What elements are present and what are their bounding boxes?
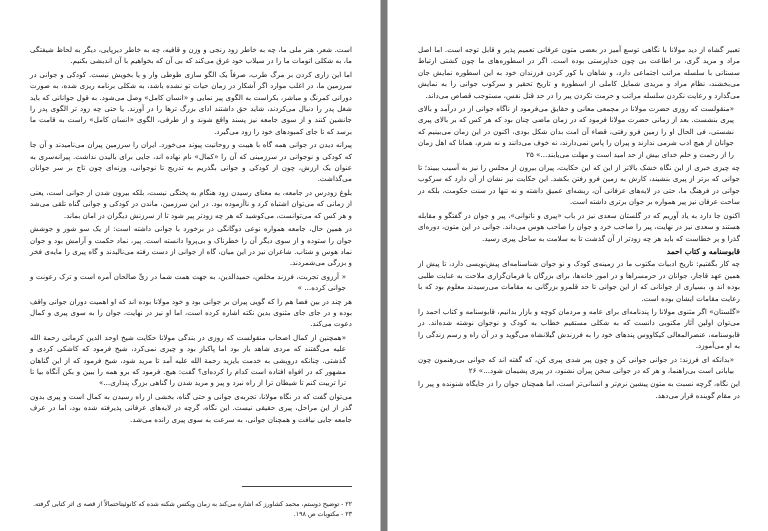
footnote-separator bbox=[242, 486, 352, 487]
paragraph: است. شعر، هنر ملی ما، چه به خاطر زود رنجی و وزن و قافیه، چه به خاطر دیرپایی، دیگر به لحاظ شیفتگی ما، به شکلی اتومات ما را در سیلاب خود غرق می‌کند که بی آن که بخواهیم با آن اندیشی بکنیم. bbox=[30, 45, 352, 66]
paragraph: اکنون جا دارد به یاد آوریم که در گلستان سعدی نیز در باب «پیری و ناتوانی»، پیر و جوان در گفتگو و مقابله هستند و سعدی نیز در نهایت، پیر را صاحب خرد و جوان را صاحب هوس می‌داند. جوانی در این متون، دوره‌ای گذرا و پر خطاست که باید هر چه زودتر از آن گذشت تا به سلامت به ساحل پیری رسید. bbox=[418, 210, 740, 243]
paragraph: اما این زاری کردن بر مرگ طرب، صرفاً یک الگو سازی طوطی وار و یا بخویش نیست. کودکی و جوانی در سرزمین ما، در اغلب موارد اگر آشکار در زمان حیات تو نشده باشد، به شکلی برنامه ریزی شده، به صورت دورانی کمرنگ و مباشر، بکراست به الگوی پیر نمایی و «انسان کامل» وصل می‌شود. به قول جوانانی که باید شغل پدر را دنبال می‌کردند، شاید حق داشتند ادای بزرگ تر‌ها را در آورند. یا حتی چه زود تر الگوی پدر را جانشین کنند و از سوی جامعه نیز پسند واقع شوند و از طرفی، الگوی «انسان کامل» راست به قامت ما برسد که تا جای کمبود‌های خود را زود می‌گیرد. bbox=[30, 69, 352, 136]
paragraph: بلوغ زودرس در جامعه، به معنای رسیدن زود هنگام به پختگی نیست، بلکه بیرون شدن از جوانی است، یعنی از زمانی که می‌توان اشتباه کرد و ناآزموده بود. در این سرزمین، ماندن در کودکی و جوانی گناه تلقی می‌شد و هر کس که می‌توانست، می‌کوشید که هر چه زودتر پیر شود تا از سرزنش دیگران در امان بماند. bbox=[30, 187, 352, 220]
paragraph: می‌توان گفت که در نگاه مولانا، تجربه‌ی جوانی و حتی گناه، بخشی از راه رسیدن به کمال است و پیری بدون گذر از این مراحل، پیری حقیقی نیست. این نگاه، گرچه در لایه‌های عرفانی پذیرفته شده بود، اما در عرف جامعه جایی نیافت و همچنان جوانی، به سرعت به سوی پیری رانده می‌شد. bbox=[30, 391, 352, 424]
paragraph: هر چند در بین فضا هم را که گویی پیران بر جوانی بود و خود مولانا بوده اند که او اهمیت دوران جوانی واقف بوده و در جای جای مثنوی بدین نکته اشاره کرده است، اما او نیز در نهایت، جوان را به سوی پیری و کمال دعوت می‌کند. bbox=[30, 296, 352, 329]
section-heading: قابوسنامه و کتاب احمد bbox=[666, 246, 740, 256]
footnotes bbox=[30, 500, 352, 519]
paragraph: چه کار بگفتیم: تاریخ ادبیات مکتوب ما در زمینه‌ی کودک و نو جوان شناسنامه‌ای پیش‌نویسی دارد، تا پیش از همین عهد قاجار، جوانان در حرمسراها و در امور خانه‌ها، برای بزرگان یا فرمان‌گزاری ملاحت به عنایت طلبی بوده اند و، بسیاری از جوانانی که از این جوانی تا حد قلمرو بزرگانی به مقامات می‌رسیدند معلوم بود که با رعایت مقامات ایشان بوده است. bbox=[418, 259, 740, 303]
right-page bbox=[387, 0, 768, 531]
left-page-text bbox=[30, 44, 352, 515]
paragraph: پیرانه دیدن در جوانی همه گاه با هیبت و روحانیت پیوند می‌خورد. ایران را سرزمین پیران می‌نامیدند و آن جا که کودکی و نوجوانی در سرزمینی که آن را «کمال» نام نهاده اند، جایی برای بالیدن نداشت. پیرانه‌سری به عنوان یک ارزش، چون از کودکی و جوانی بگذریم به تدریج تا نوجوانی، وزنه‌ای چون تاج بر سر جوانان می‌گذاشت. bbox=[30, 140, 352, 184]
right-page-text bbox=[418, 44, 740, 515]
footnote: ۲۲ - توضیح دوستم، محمد کشاورز که اشاره می‌کند به زمان ویکتس شکنه شده که کانوئیتاحتمالاً از قصه ی اثر کتابی گرفته. bbox=[32, 501, 352, 508]
quote: «همچنین از کمال اصحاب منقولست که روزی در بندگی مولانا حکایت شیخ اوحد الدین کرمانی رحمة الله علیه می‌گفتند که مردی شاهد باز بود اما پاکباز بود و چیزی نمی‌کرد، شیخ فرمود که کاشکی کردی و گذشتی. چنانکه درویشی به خدمت بایزید رحمة الله علیه آمد تا مرید شود، شیخ فرمود که از این گناهان مشهور که در افواه افتاده است کدام را کرده‌ای؟ گفت: هیچ. فرمود که برو همه را ببین و بکن آنگاه بیا تا ترا تربیت کنم تا شیطان ترا از راه نبرد و پیر و مرید شدن را گناهی بزرگ پنداری...» bbox=[30, 332, 346, 388]
paragraph: چه چیزی خبری از این نگاه خشک بالاتر از این که این حکایت، پیران بیرون از مجلس را نیز به آسیب ببیند؛ تا جوانی که برتر از پیری بنشیند، کارش به زمین فرو رفتن بکشد. این حکایت نیز نشان از آن دارد که سرکوب جوانی در فرهنگ ما، حتی در لایه‌های عرفانی آن، ریشه‌ای عمیق داشته و نه تنها در سنت حکومت، بلکه در ساحت عرفان نیز پیر همواره بر جوان برتری داشته است. bbox=[418, 163, 740, 207]
quote: «بدانکه ای فرزند: در جوانی جوانی کن و چون پیر شدی پیری کن، که گفته اند که جوانی بی‌رهنمون چون بیابانی است بی‌راهنما، و هر که در جوانی سخن پیران نشنود، در پیری پشیمان شود...» ۲۶ bbox=[418, 354, 734, 375]
paragraph: تعبیر گشاه از دید مولانا با نگاهی توسع آمیز در بعضی متون عرفانی تعمیم پذیر و قابل توجه است. اما اصل مراد و مرید گری، بر اطاعت بی چون خداپرستی بوده است. اگر در اسطوره‌های ما چون کشتی ارتباط سستانی با سلسله مراتب اجتماعی دارد، و شاهان با کور کردن فرزندان خود به این اسطوره نمایش جان می‌بخشند، نظام مراد و مریدی شمایل کاملی از اسطوره و تاریخ تحقیر و سرکوب جوانی را به نمایش می‌گذارد و رعایت نکردن سلسله مراتب و حرمت نکردن پیر را در حد قتل نفس، مستوجب قصاص می‌داند. bbox=[418, 45, 740, 100]
paragraph: «گلستان» اگر مثنوی مولانا را پندنامه‌ای برای عامه و مردمان کوچه و بازار بدانیم، قابوسنامه و کتاب احمد را می‌توان اولین آثار مکتوبی دانست که به شکلی مستقیم خطاب به کودک و نوجوان نوشته شده‌اند. در قابوسنامه، عنصرالمعالی کیکاووس پند‌های خود را به فرزندش گیلانشاه می‌گوید و در آن راه و رسم زندگی را به او می‌آموزد. bbox=[418, 306, 740, 351]
footnote: ۲۳ - مکتوبات ص ۱۹۸. bbox=[293, 510, 352, 518]
left-page bbox=[0, 0, 381, 531]
quote: « آرزو‌ی تجربت، فرزند مخلص، حمیدالدین، به جهت همت شما در زیِّ صالحان آمره است و ترک رعونت و جوانی کرده... » bbox=[30, 271, 346, 293]
paragraph: این نگاه، گرچه نسبت به متون پیشین نرم‌تر و انسانی‌تر است، اما همچنان جوان را در جایگاه شنونده و پیر را در مقام گوینده قرار می‌دهد. bbox=[418, 379, 740, 400]
paragraph: در همین حال، جامعه همواره نوعی دوگانگی در برخورد با جوانی داشته است: از یک سو شور و جوشش جوان را ستوده و از سوی دیگر آن را خطرناک و بی‌پروا دانسته است. پیر، نماد حکمت و آرامش بود و جوان نماد هوس و شتاب. شاعران نیز در این میان، گاه از جوانی از دست رفته می‌نالیدند و گاه پیری را مایه‌ی فخر و بزرگی می‌شمردند. bbox=[30, 224, 352, 268]
quote: «منقولست که روزی حضرت مولانا در مجمعی معانی و حقایق می‌فرمود از ناگاه جوانی از در درآمد و بالای پیری بنشست. بعد از زمانی حضرت مولانا فرمود که در زمان ماضی چنان بود که هر کس که بر بالای پیری نشستی، فی الحال او را زمین فرو رفتی، قضاء آن امت بدان شکل بودی، اکنون در این زمان می‌بینیم که جوانان از هیچ ادب شرمی ندارند و پیران را پاس نمی‌دارند، نه خوف می‌دانند و نه شرم، همانا که اهل زمان را از رحمت و حلم خدای بیش از حد امید است و مهلت می‌یابند...» ۲۵ bbox=[418, 104, 734, 159]
